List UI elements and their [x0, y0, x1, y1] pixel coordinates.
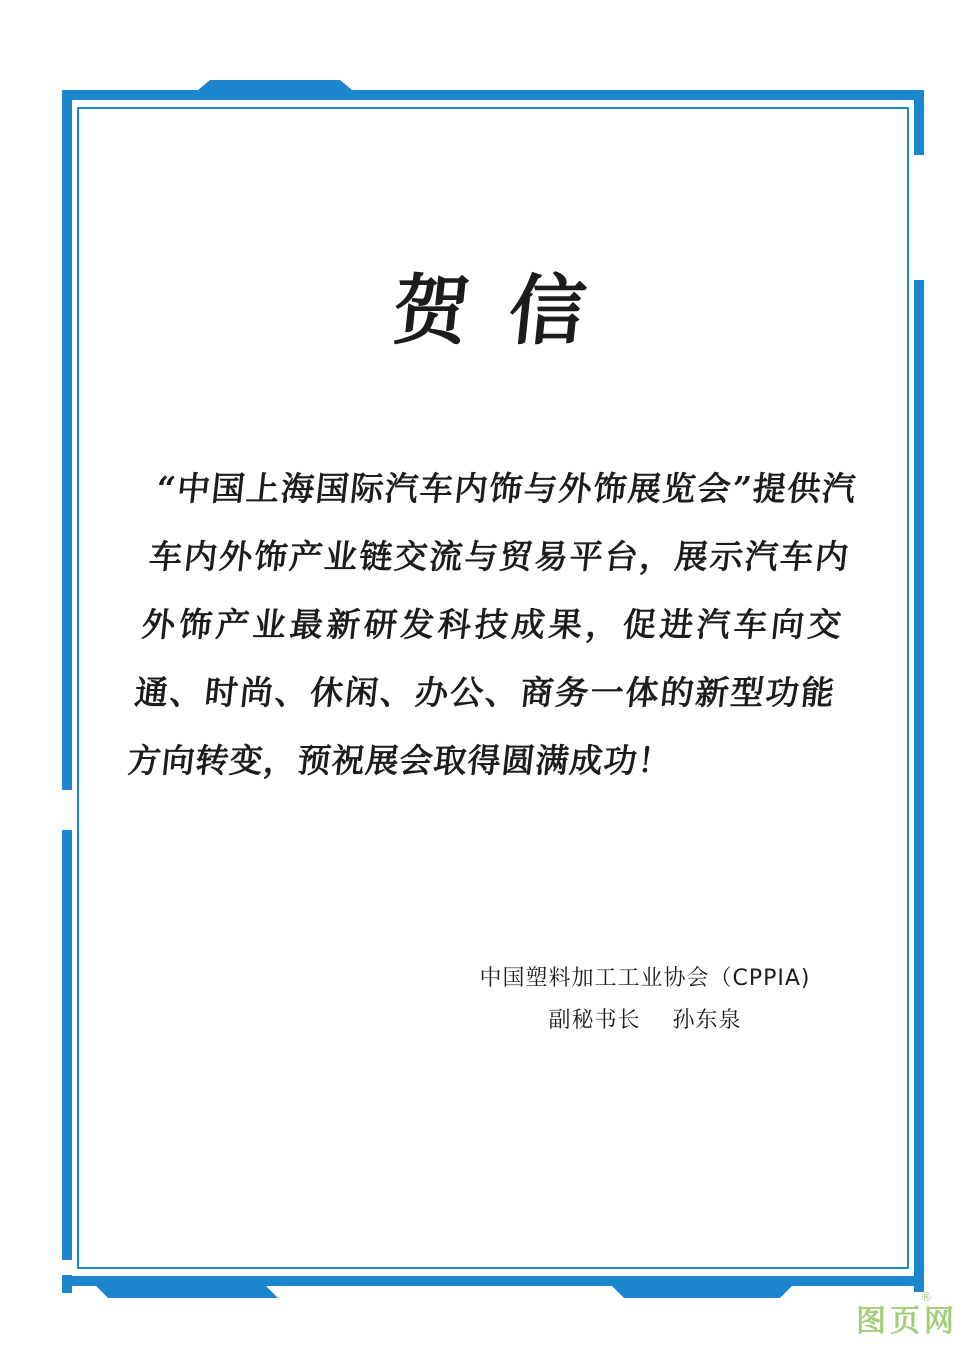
- frame-right-lower: [914, 280, 924, 1292]
- registered-mark-icon: ®: [920, 1290, 932, 1304]
- frame-left-upper: [62, 90, 72, 790]
- signature-organization: 中国塑料加工工业协会（CPPIA): [479, 966, 811, 991]
- signature-signer: 副秘书长 孙东泉: [548, 1008, 742, 1033]
- frame-left-lower: [62, 830, 72, 1260]
- letter-body: “中国上海国际汽车内饰与外饰展览会”提供汽车内外饰产业链交流与贸易平台，展示汽车内外饰产业最新研发科技成果，促进汽车向交通、时尚、休闲、办公、商务一体的新型功能方向转变，预祝展会取得圆满成功！: [125, 469, 859, 780]
- frame-bottom-tab-left: [96, 1286, 278, 1298]
- frame-right-upper: [914, 90, 924, 155]
- letter-title: 贺信: [388, 266, 631, 355]
- frame-bottom-tab-right: [612, 1286, 792, 1298]
- watermark: [856, 1290, 966, 1340]
- frame-bottom-bar: [62, 1276, 924, 1286]
- frame-top-bar: [62, 80, 924, 100]
- watermark-text: 图页网: [856, 1304, 958, 1339]
- signature-block: [440, 958, 850, 1042]
